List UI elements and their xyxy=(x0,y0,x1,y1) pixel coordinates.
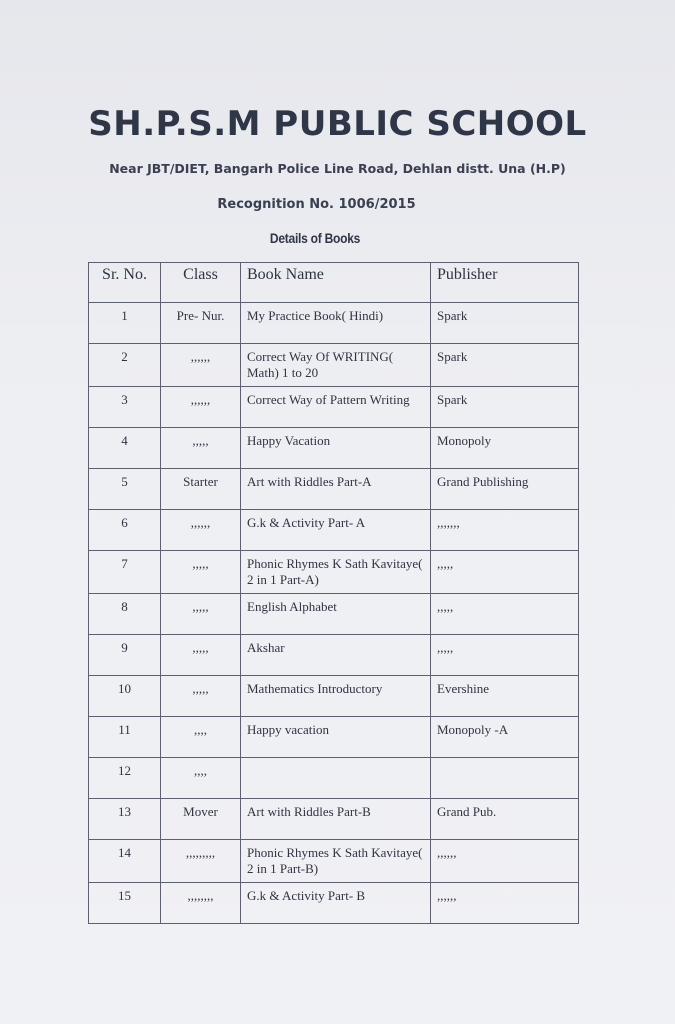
details-title: Details of Books xyxy=(269,230,361,246)
cell-book-name: Akshar xyxy=(241,635,431,676)
cell-book-name: Happy vacation xyxy=(241,717,431,758)
cell-class: Mover xyxy=(161,799,241,840)
cell-book-name: Correct Way of Pattern Writing xyxy=(241,387,431,428)
cell-class: ,,,,, xyxy=(161,551,241,594)
cell-book-name xyxy=(241,758,431,799)
cell-class: ,,,,, xyxy=(161,428,241,469)
cell-publisher: ,,,,,, xyxy=(431,840,579,883)
header-publisher: Publisher xyxy=(431,263,579,303)
school-address: Near JBT/DIET, Bangarh Police Line Road, Dehlan distt. Una (H.P) xyxy=(109,161,566,176)
cell-class: ,,,,,,,,, xyxy=(161,840,241,883)
cell-book-name: Art with Riddles Part-B xyxy=(241,799,431,840)
cell-class: Pre- Nur. xyxy=(161,303,241,344)
table-row xyxy=(89,676,579,717)
table-row xyxy=(89,840,579,883)
cell-publisher: ,,,,, xyxy=(431,551,579,594)
recognition-number: Recognition No. 1006/2015 xyxy=(217,197,416,212)
table-row xyxy=(89,510,579,551)
cell-sr-no: 6 xyxy=(89,510,161,551)
cell-book-name: My Practice Book( Hindi) xyxy=(241,303,431,344)
cell-publisher: Spark xyxy=(431,387,579,428)
cell-sr-no: 4 xyxy=(89,428,161,469)
cell-sr-no: 10 xyxy=(89,676,161,717)
table-row xyxy=(89,344,579,387)
cell-class: ,,,,, xyxy=(161,676,241,717)
cell-class: ,,,,,,,, xyxy=(161,883,241,924)
cell-book-name: Phonic Rhymes K Sath Kavitaye( 2 in 1 Part-A) xyxy=(241,551,431,594)
cell-book-name: Phonic Rhymes K Sath Kavitaye( 2 in 1 Part-B) xyxy=(241,840,431,883)
table-row xyxy=(89,551,579,594)
table-row xyxy=(89,594,579,635)
cell-book-name: G.k & Activity Part- A xyxy=(241,510,431,551)
cell-sr-no: 11 xyxy=(89,717,161,758)
cell-sr-no: 13 xyxy=(89,799,161,840)
cell-class: ,,,,,, xyxy=(161,344,241,387)
books-table-body xyxy=(89,303,579,924)
books-table xyxy=(88,262,579,924)
cell-publisher: ,,,,, xyxy=(431,594,579,635)
cell-sr-no: 7 xyxy=(89,551,161,594)
cell-publisher: ,,,,, xyxy=(431,635,579,676)
cell-book-name: Mathematics Introductory xyxy=(241,676,431,717)
cell-sr-no: 2 xyxy=(89,344,161,387)
table-header-row xyxy=(89,263,579,303)
cell-class: ,,,, xyxy=(161,717,241,758)
table-row xyxy=(89,883,579,924)
cell-publisher: Evershine xyxy=(431,676,579,717)
cell-publisher: ,,,,,,, xyxy=(431,510,579,551)
cell-sr-no: 12 xyxy=(89,758,161,799)
table-row xyxy=(89,428,579,469)
cell-publisher: Monopoly -A xyxy=(431,717,579,758)
cell-book-name: G.k & Activity Part- B xyxy=(241,883,431,924)
cell-publisher: Spark xyxy=(431,303,579,344)
cell-publisher: Grand Pub. xyxy=(431,799,579,840)
table-row xyxy=(89,469,579,510)
cell-class: ,,,,, xyxy=(161,635,241,676)
cell-publisher: Monopoly xyxy=(431,428,579,469)
table-row xyxy=(89,758,579,799)
cell-book-name: Art with Riddles Part-A xyxy=(241,469,431,510)
cell-sr-no: 5 xyxy=(89,469,161,510)
cell-book-name: Correct Way Of WRITING( Math) 1 to 20 xyxy=(241,344,431,387)
cell-class: Starter xyxy=(161,469,241,510)
cell-publisher xyxy=(431,758,579,799)
header-sr-no: Sr. No. xyxy=(89,263,161,303)
cell-publisher: Grand Publishing xyxy=(431,469,579,510)
cell-sr-no: 8 xyxy=(89,594,161,635)
table-row xyxy=(89,387,579,428)
cell-sr-no: 9 xyxy=(89,635,161,676)
cell-publisher: ,,,,,, xyxy=(431,883,579,924)
school-name: SH.P.S.M PUBLIC SCHOOL xyxy=(88,104,587,144)
cell-publisher: Spark xyxy=(431,344,579,387)
table-row xyxy=(89,717,579,758)
cell-sr-no: 14 xyxy=(89,840,161,883)
table-row xyxy=(89,635,579,676)
cell-sr-no: 15 xyxy=(89,883,161,924)
cell-book-name: English Alphabet xyxy=(241,594,431,635)
cell-class: ,,,,, xyxy=(161,594,241,635)
cell-class: ,,,,,, xyxy=(161,387,241,428)
cell-sr-no: 1 xyxy=(89,303,161,344)
header-book-name: Book Name xyxy=(241,263,431,303)
cell-class: ,,,,,, xyxy=(161,510,241,551)
cell-book-name: Happy Vacation xyxy=(241,428,431,469)
table-row xyxy=(89,799,579,840)
header-class: Class xyxy=(161,263,241,303)
table-row xyxy=(89,303,579,344)
cell-sr-no: 3 xyxy=(89,387,161,428)
cell-class: ,,,, xyxy=(161,758,241,799)
